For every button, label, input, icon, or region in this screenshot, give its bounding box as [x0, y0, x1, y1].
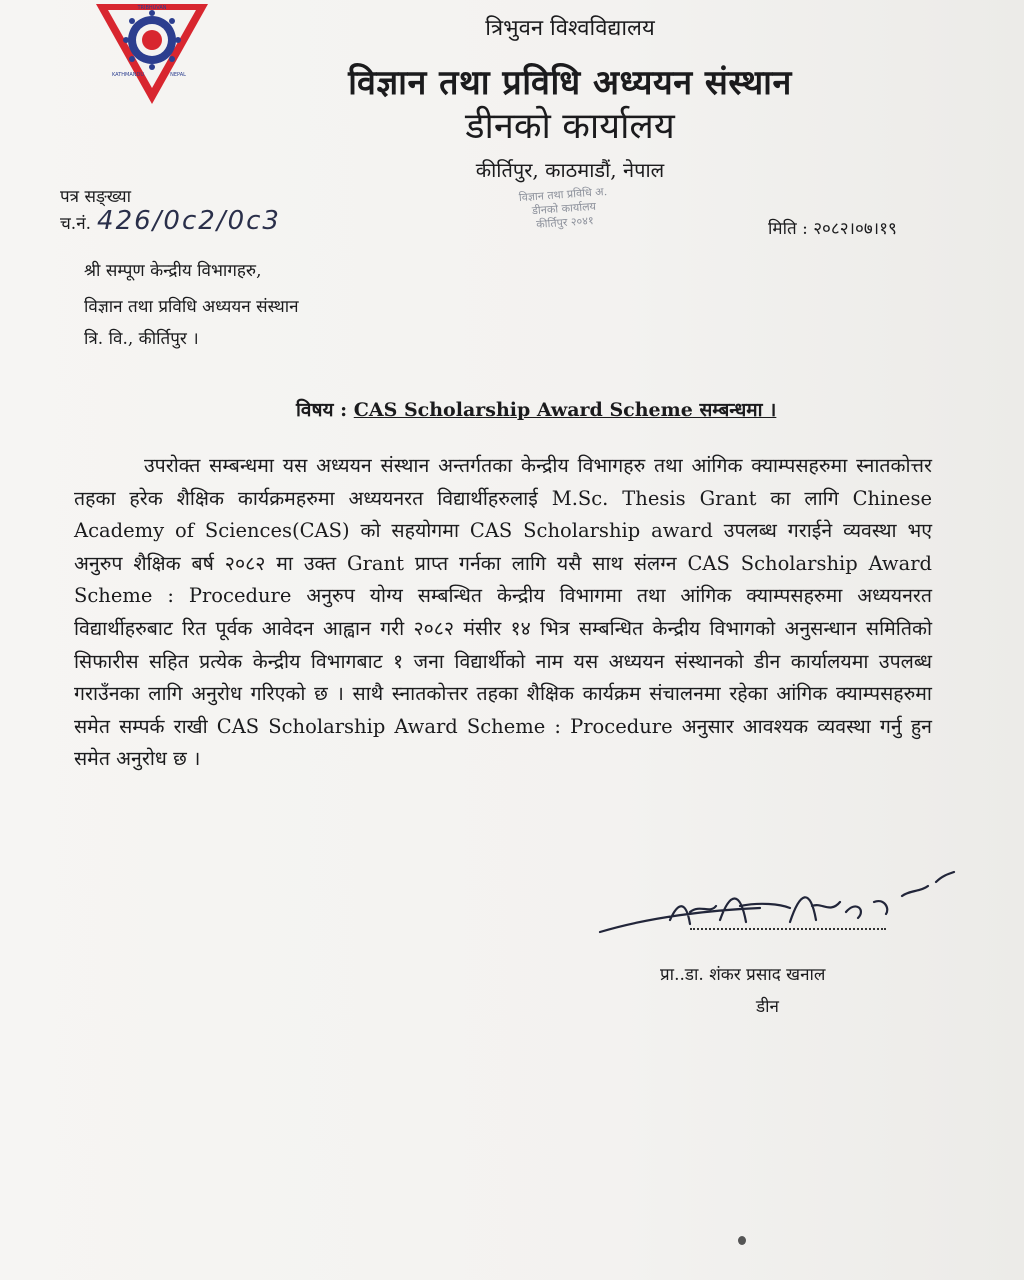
logo-text-top: TRIBHUVAN — [137, 5, 167, 11]
handwritten-signature — [590, 862, 960, 952]
office-name: डीनको कार्यालय — [465, 106, 675, 147]
letter-number-label: पत्र सङ्ख्या — [60, 187, 131, 207]
logo-text-right: NEPAL — [170, 72, 186, 78]
signature-dotted-line — [690, 928, 886, 930]
letter-date: मिति : २०८२।०७।१९ — [768, 219, 897, 239]
recipient-line-2: विज्ञान तथा प्रविधि अध्ययन संस्थान — [84, 297, 299, 317]
logo-text-left: KATHMANDU — [111, 72, 145, 78]
subject-prefix: विषय : — [296, 399, 348, 421]
institute-name: विज्ञान तथा प्रविधि अध्ययन संस्थान — [348, 63, 792, 103]
tribhuvan-university-logo — [92, 0, 212, 108]
signatory-title: डीन — [756, 997, 779, 1017]
chalani-label: च.नं. — [60, 214, 92, 234]
chalani-number: 426/0c2/0c3 — [97, 206, 281, 236]
signatory-name: प्रा..डा. शंकर प्रसाद खनाल — [660, 965, 826, 985]
stamp-line-1: विज्ञान तथा प्रविधि अ. — [518, 185, 608, 205]
recipient-line-1: श्री सम्पूण केन्द्रीय विभागहरु, — [84, 261, 262, 281]
paper-speck — [738, 1236, 746, 1245]
stamp-line-2: डीनको कार्यालय — [531, 199, 597, 218]
recipient-line-3: त्रि. वि., कीर्तिपुर । — [84, 329, 199, 349]
office-location: कीर्तिपुर, काठमाडौं, नेपाल — [475, 158, 665, 182]
office-stamp — [488, 183, 643, 263]
university-name: त्रिभुवन विश्वविद्यालय — [485, 16, 655, 41]
body-paragraph: उपरोक्त सम्बन्धमा यस अध्ययन संस्थान अन्तर्गतका केन्द्रीय विभागहरु तथा आंगिक क्याम्पसहरुमा स्नातकोत्तर तहका हरेक शैक्षिक कार्यक्रमहरुमा अध्ययनरत विद्यार्थीहरुलाई M.Sc. Thesis Grant का लागि Chinese Academy of Sciences(CAS) को सहयोगमा CAS Scholarship award उपलब्ध गराईने व्यवस्था भए अनुरुप शैक्षिक बर्ष २०८२ मा उक्त Grant प्राप्त गर्नका लागि यसै साथ संलग्न CAS Scholarship Award Scheme : Procedure अनुरुप योग्य सम्बन्धित केन्द्रीय विभागमा तथा आंगिक क्याम्पसहरुमा अध्ययनरत विद्यार्थीहरुबाट रित पूर्वक आवेदन आह्वान गरी २०८२ मंसीर १४ भित्र सम्बन्धित केन्द्रीय विभागको अनुसन्धान समितिको सिफारीस सहित प्रत्येक केन्द्रीय विभागबाट १ जना विद्यार्थीको नाम यस अध्ययन संस्थानको डीन कार्यालयमा उपलब्ध गराउँनका लागि अनुरोध गरिएको छ । साथै स्नातकोत्तर तहका शैक्षिक कार्यक्रम संचालनमा रहेका आंगिक क्याम्पसहरुमा समेत सम्पर्क राखी CAS Scholarship Award Scheme : Procedure अनुसार आवश्यक व्यवस्था गर्नु हुन समेत अनुरोध छ । — [74, 454, 932, 771]
stamp-line-3: कीर्तिपुर २०४१ — [535, 214, 595, 231]
subject-line — [296, 396, 776, 422]
reference-line — [60, 206, 281, 236]
subject-text: CAS Scholarship Award Scheme सम्बन्धमा । — [353, 399, 777, 421]
